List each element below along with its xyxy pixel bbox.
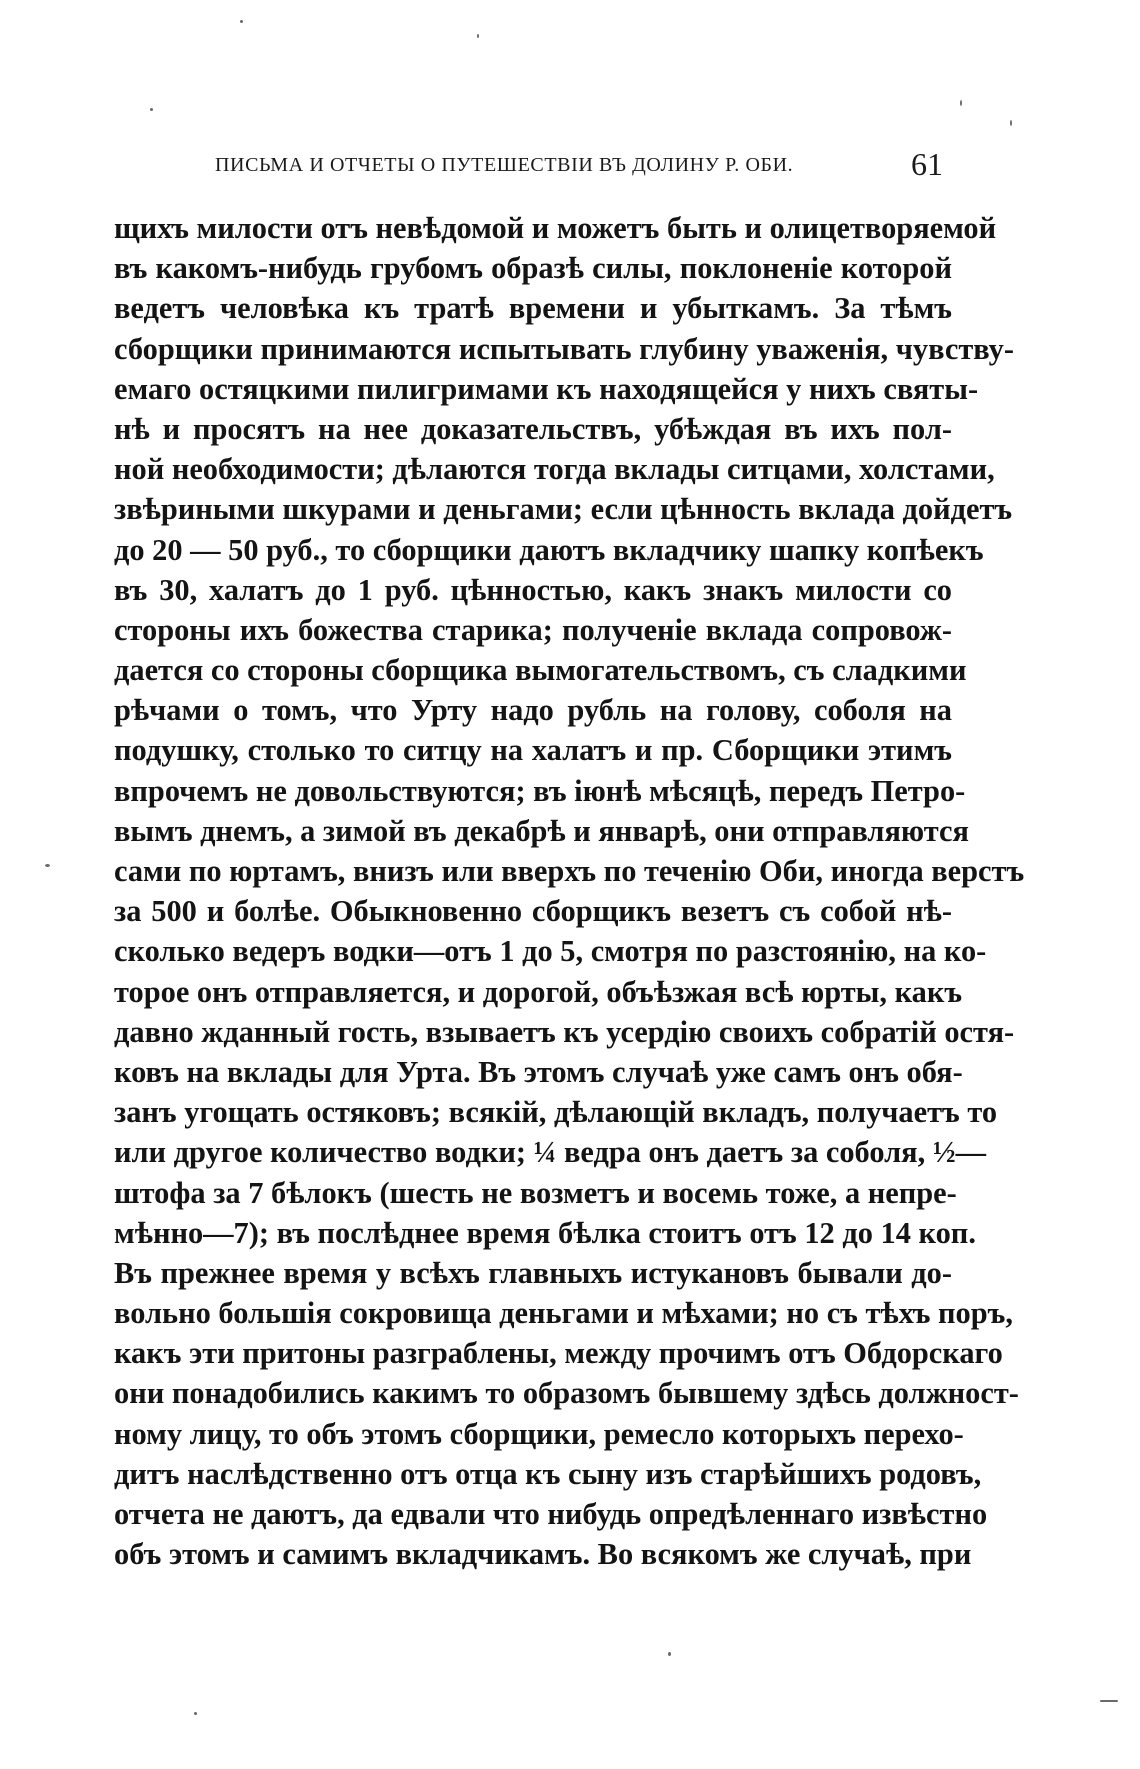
scan-speck: [240, 20, 243, 23]
text-line: давно жданный гость, взываетъ къ усердію своихъ собратій остя-: [114, 1014, 1015, 1049]
text-line: въ 30, халатъ до 1 руб. цѣнностью, какъ знакъ милости со: [114, 572, 952, 607]
running-title: ПИСЬМА И ОТЧЕТЫ О ПУТЕШЕСТВІИ ВЪ ДОЛИНУ Р. ОБИ.: [215, 154, 794, 176]
text-line: ковъ на вклады для Урта. Въ этомъ случаѣ уже самъ онъ обя-: [114, 1054, 963, 1089]
text-line: объ этомъ и самимъ вкладчикамъ. Во всякомъ же случаѣ, при: [114, 1537, 972, 1572]
text-line: дитъ наслѣдственно отъ отца къ сыну изъ старѣйшихъ родовъ,: [114, 1456, 982, 1491]
text-line: какъ эти притоны разграблены, между прочимъ отъ Обдорскаго: [114, 1336, 1003, 1371]
text-line: Въ прежнее время у всѣхъ главныхъ истукановъ бывали до-: [114, 1255, 952, 1290]
text-line: они понадобились какимъ то образомъ бывшему здѣсь должност-: [114, 1376, 1019, 1411]
text-line: рѣчами о томъ, что Урту надо рубль на голову, соболя на: [114, 693, 952, 728]
text-line: штофа за 7 бѣлокъ (шесть не возметъ и восемь тоже, а непре-: [114, 1175, 957, 1210]
scan-speck: [45, 864, 50, 867]
scan-speck: [194, 1712, 197, 1715]
scan-speck: [960, 100, 962, 106]
text-line: щихъ милости отъ невѣдомой и можетъ быть и олицетворяемой: [114, 211, 997, 245]
text-line: стороны ихъ божества старика; полученіе вклада сопровож-: [114, 612, 952, 647]
text-line: сколько ведеръ водки—отъ 1 до 5, смотря по разстоянію, на ко-: [114, 934, 987, 969]
scan-speck: [150, 108, 153, 111]
scan-speck: [1010, 120, 1012, 126]
text-line: ведетъ человѣка къ тратѣ времени и убыткамъ. За тѣмъ: [114, 291, 952, 326]
text-line: занъ угощать остяковъ; всякій, дѣлающій вкладъ, получаетъ то: [114, 1095, 998, 1130]
text-line: подушку, столько то ситцу на халатъ и пр. Сборщики этимъ: [114, 733, 952, 768]
text-line: нѣ и просятъ на нее доказательствъ, убѣждая въ ихъ пол-: [114, 411, 952, 446]
text-line: въ какомъ-нибудь грубомъ образѣ силы, поклоненіе которой: [114, 251, 952, 286]
text-line: вымъ днемъ, а зимой въ декабрѣ и январѣ, они отправляются: [114, 813, 969, 848]
text-line: емаго остяцкими пилигримами къ находящейся у нихъ святы-: [114, 371, 979, 406]
text-line: звѣриными шкурами и деньгами; если цѣнность вклада дойдетъ: [114, 492, 1013, 527]
text-line: ному лицу, то объ этомъ сборщики, ремесло которыхъ перехо-: [114, 1416, 964, 1451]
running-head: [215, 146, 943, 186]
text-line: или другое количество водки; ¼ ведра онъ даетъ за соболя, ½—: [114, 1135, 987, 1170]
scan-speck: [668, 1652, 671, 1656]
text-line: за 500 и болѣе. Обыкновенно сборщикъ везетъ съ собой нѣ-: [114, 894, 952, 929]
body-text: [114, 208, 1025, 1574]
text-line: отчета не даютъ, да едвали что нибудь опредѣленнаго извѣстно: [114, 1497, 988, 1531]
scan-speck: [477, 34, 479, 38]
scan-speck: [1100, 1700, 1118, 1702]
text-line: впрочемъ не довольствуются; въ іюнѣ мѣсяцѣ, передъ Петро-: [114, 773, 966, 808]
text-line: ной необходимости; дѣлаются тогда вклады ситцами, холстами,: [114, 452, 995, 487]
text-line: сами по юртамъ, внизъ или вверхъ по теченію Оби, иногда верстъ: [114, 854, 1025, 888]
text-line: торое онъ отправляется, и дорогой, объѣзжая всѣ юрты, какъ: [114, 974, 963, 1009]
text-line: мѣнно—7); въ послѣднее время бѣлка стоитъ отъ 12 до 14 коп.: [114, 1215, 976, 1250]
text-line: сборщики принимаются испытывать глубину уваженія, чувству-: [114, 331, 1014, 366]
text-line: вольно большія сокровища деньгами и мѣхами; но съ тѣхъ поръ,: [114, 1296, 1013, 1331]
page-number: 61: [911, 146, 943, 182]
text-line: до 20 — 50 руб., то сборщики даютъ вкладчику шапку копѣекъ: [114, 532, 984, 567]
text-line: дается со стороны сборщика вымогательствомъ, съ сладкими: [114, 653, 967, 688]
